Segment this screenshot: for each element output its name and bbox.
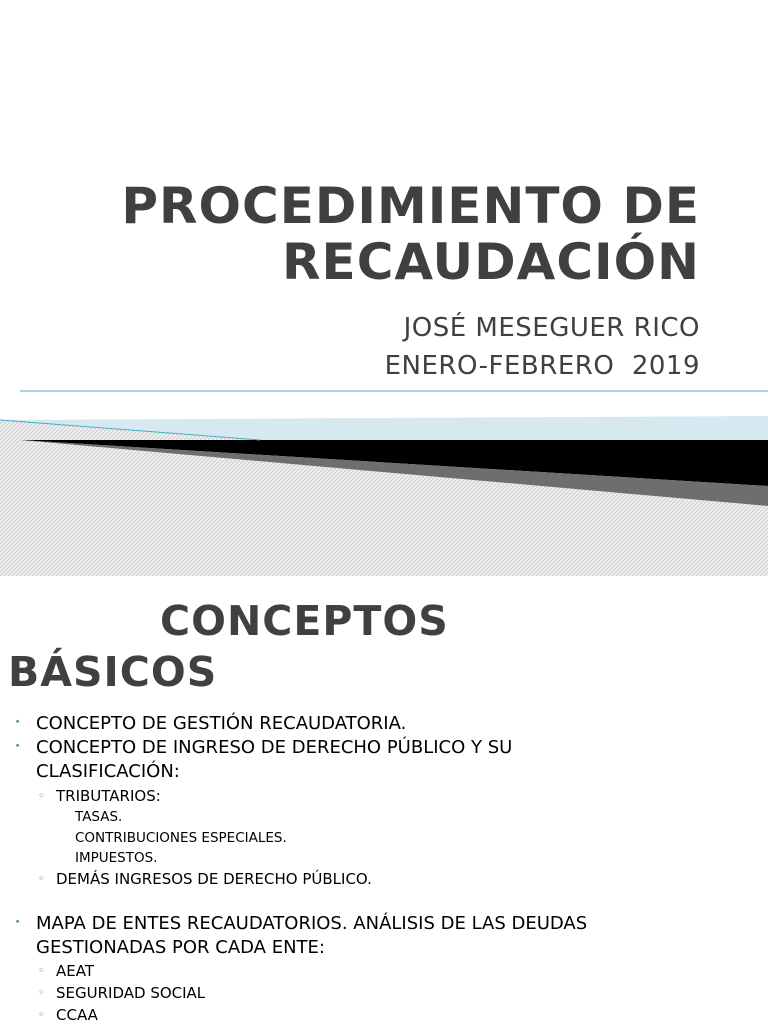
list-item-text: CONCEPTO DE GESTIÓN RECAUDATORIA. bbox=[36, 713, 407, 734]
list-item-text: AEAT bbox=[56, 961, 94, 980]
subtitle bbox=[385, 309, 700, 385]
presentation-title bbox=[20, 178, 700, 290]
list-item bbox=[0, 869, 768, 890]
list-item-text: CLASIFICACIÓN: bbox=[36, 761, 180, 782]
list-spacer bbox=[0, 890, 768, 912]
list-item-text: CONTRIBUCIONES ESPECIALES. bbox=[75, 829, 287, 846]
circle-bullet-icon: ◦ bbox=[38, 1007, 45, 1021]
presentation-date: ENERO-FEBRERO 2019 bbox=[384, 351, 700, 381]
list-item bbox=[0, 828, 768, 849]
list-item bbox=[0, 1005, 768, 1024]
list-item bbox=[0, 912, 768, 960]
list-item bbox=[0, 712, 768, 736]
list-item bbox=[0, 848, 768, 869]
list-item-text: IMPUESTOS. bbox=[75, 850, 158, 866]
arrow-bullet-icon: ‣ bbox=[15, 717, 21, 728]
slide-title-line-1: CONCEPTOS bbox=[160, 597, 449, 645]
circle-bullet-icon: ◦ bbox=[38, 963, 45, 977]
arrow-bullet-icon: ‣ bbox=[15, 916, 21, 928]
bullet-list bbox=[0, 712, 768, 1024]
author-name: JOSÉ MESEGUER RICO bbox=[403, 313, 700, 343]
list-item-text: MAPA DE ENTES RECAUDATORIOS. ANÁLISIS DE LAS DEUDAS bbox=[36, 912, 588, 934]
list-item-text: DEMÁS INGRESOS DE DERECHO PÚBLICO. bbox=[56, 869, 372, 888]
slide-title bbox=[8, 596, 708, 698]
list-item-text: SEGURIDAD SOCIAL bbox=[56, 983, 206, 1002]
circle-bullet-icon: ◦ bbox=[38, 871, 45, 885]
list-item bbox=[0, 961, 768, 982]
decorative-bands bbox=[0, 380, 768, 576]
circle-bullet-icon: ◦ bbox=[38, 789, 45, 802]
slide-title-line-2: BÁSICOS bbox=[8, 648, 218, 696]
list-item-text: CONCEPTO DE INGRESO DE DERECHO PÚBLICO Y SU bbox=[36, 737, 513, 758]
list-item bbox=[0, 736, 768, 784]
list-item-text: TRIBUTARIOS: bbox=[56, 787, 161, 805]
content-slide bbox=[0, 576, 768, 1024]
list-item-text: TASAS. bbox=[75, 809, 123, 825]
list-item-text: CCAA bbox=[56, 1005, 98, 1024]
arrow-bullet-icon: ‣ bbox=[15, 741, 21, 752]
list-item bbox=[0, 983, 768, 1004]
circle-bullet-icon: ◦ bbox=[38, 985, 45, 999]
list-item-text: GESTIONADAS POR CADA ENTE: bbox=[36, 936, 325, 958]
list-item bbox=[0, 786, 768, 807]
title-line-1: PROCEDIMIENTO DE bbox=[121, 177, 700, 235]
title-line-2: RECAUDACIÓN bbox=[282, 233, 700, 291]
list-item bbox=[0, 807, 768, 828]
